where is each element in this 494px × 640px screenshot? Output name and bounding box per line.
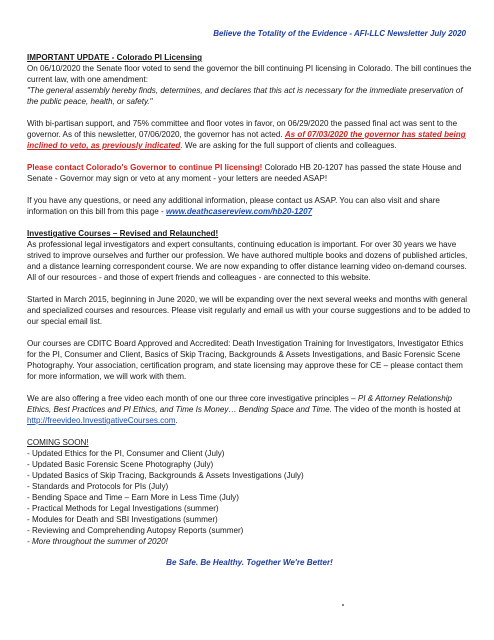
- coming-soon-list: [27, 448, 472, 547]
- newsletter-body: [27, 52, 472, 568]
- page-mark: [342, 604, 344, 606]
- list-item: - Updated Basic Forensic Scene Photography (July): [27, 460, 214, 469]
- closing-slogan: Be Safe. Be Healthy. Together We're Better!: [166, 558, 333, 567]
- list-item: - Reviewing and Comprehending Autopsy Reports (summer): [27, 526, 244, 535]
- list-item: - Updated Basics of Skip Tracing, Backgrounds & Assets Investigations (July): [27, 471, 304, 480]
- list-item: - More throughout the summer of 2020!: [27, 537, 168, 546]
- bill-info-link[interactable]: www.deathcasereview.com/hb20-1207: [166, 207, 313, 216]
- contact-paragraph: [27, 195, 472, 217]
- free-video-text: We are also offering a free video each month of one our three core investigative principles –: [27, 394, 358, 403]
- status-text: With bi-partisan support, and 75% committee and floor votes in favor, on 06/29/2020 the passed final act was sent to the governor. As of this newsletter, 07/06/2020, the governor has not acted.: [27, 119, 458, 139]
- courses-expansion-paragraph: Started in March 2015, beginning in June 2020, we will be expanding over the next several weeks and months with general and specialized courses and resources. Please visit regularly and email us with your course suggestions and to be added to our special email list.: [27, 295, 471, 326]
- free-video-host-text: The video of the month is hosted at: [331, 405, 461, 414]
- bill-status-text: Colorado HB 20-1207 has passed the state House and Senate - Governor may sign or veto at any moment - your letters are needed ASAP!: [27, 163, 462, 183]
- licensing-paragraph: On 06/10/2020 the Senate floor voted to send the governor the bill continuing PI licensing in Colorado. The bill continues the current law, with one amendment:: [27, 64, 472, 84]
- free-video-paragraph: [27, 393, 472, 426]
- newsletter-title: Believe the Totality of the Evidence - AFI-LLC Newsletter July 2020: [213, 29, 466, 38]
- licensing-status-paragraph: [27, 118, 472, 151]
- call-to-action-paragraph: [27, 162, 472, 184]
- list-item: - Bending Space and Time – Earn More in Less Time (July): [27, 493, 239, 502]
- list-item: - Updated Ethics for the PI, Consumer and Client (July): [27, 449, 225, 458]
- veto-warning: As of 07/03/2020 the governor has stated being inclined to veto, as previously indicated: [27, 130, 466, 150]
- courses-intro-paragraph: As professional legal investigators and expert consultants, continuing education is important. For over 30 years we have strived to improve ourselves and further our profession. We have authored multiple books and dozens of published articles, and a distance learning correspondent course. We are now expanding to offer distance learning video on-demand courses. All of our resources - and those of expert friends and colleagues - are connected to this website.: [27, 240, 468, 282]
- period: .: [175, 416, 178, 425]
- contact-text: If you have any questions, or need any additional information, please contact us ASAP. You can also visit and share information on this bill from this page -: [27, 196, 440, 216]
- list-item: - Standards and Protocols for PIs (July): [27, 482, 169, 491]
- amendment-quote: "The general assembly hereby finds, determines, and declares that this act is necessary for the immediate preservation of the public peace, health, or safety.": [27, 86, 463, 106]
- free-video-link[interactable]: http://freevideo.InvestigativeCourses.com: [27, 416, 176, 425]
- status-text-end: . We are asking for the full support of clients and colleagues.: [180, 141, 397, 150]
- section-heading-courses: Investigative Courses – Revised and Relaunched!: [27, 229, 219, 238]
- section-heading-licensing: IMPORTANT UPDATE - Colorado PI Licensing: [27, 53, 203, 62]
- courses-accreditation-paragraph: Our courses are CDITC Board Approved and Accredited: Death Investigation Training for Investigators, Investigator Ethics for the PI, Consumer and Client, Basics of Skip Tracing, Backgrounds & Assets Investigations, and Basic Forensic Scene Photography. Your association, certification program, and state licensing may approve these for CE – please contact them for more information, we will work with them.: [27, 339, 464, 381]
- core-principles-text: PI & Attorney Relationship Ethics, Best Practices and PI Ethics, and Time Is Money… Bending Space and Time.: [27, 394, 453, 414]
- contact-governor-text: Please contact Colorado's Governor to continue PI licensing!: [27, 163, 263, 172]
- list-item: - Modules for Death and SBI Investigations (summer): [27, 515, 218, 524]
- list-item: - Practical Methods for Legal Investigations (summer): [27, 504, 219, 513]
- section-heading-coming-soon: COMING SOON!: [27, 438, 89, 447]
